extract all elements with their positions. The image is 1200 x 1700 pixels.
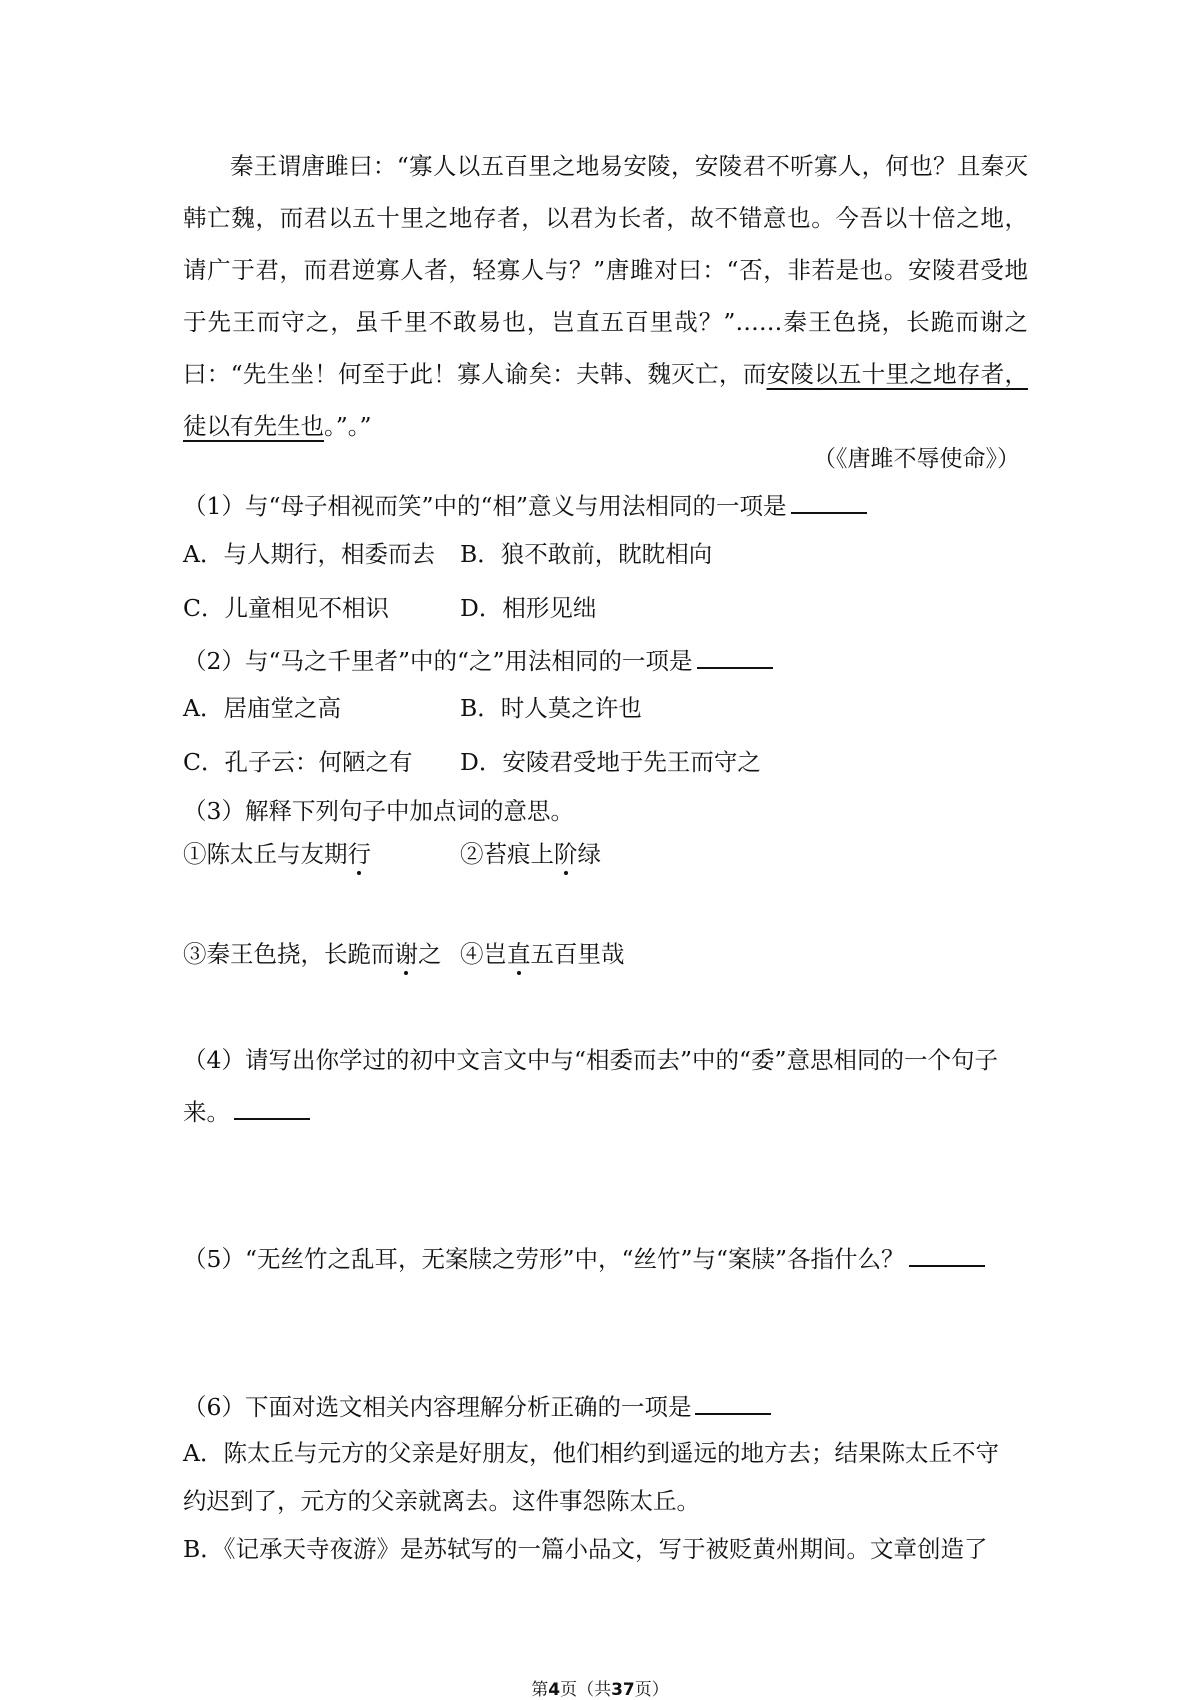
q4-line-2 [183, 1096, 310, 1126]
q3-item-2-text-end: 绿 [577, 840, 601, 868]
passage-text: 秦王谓唐雎曰：“寡人以五百里之地易安陵，安陵君不听寡人，何也？且秦灭韩亡魏，而君以五十里之地存者，以君为长者，故不错意也。今吾以十倍之地，请广于君，而君逆寡人者，轻寡人与？”唐雎对曰：“否，非若是也。安陵君受地于先王而守之，虽千里不敢易也，岂直五百里哉？”……秦王色挠，长跪而谢之曰：“先生坐！何至于此！寡人谕矣：夫韩、魏灭亡，而 [183, 152, 1028, 388]
q1-option-b: B．狼不敢前，眈眈相向 [460, 540, 713, 568]
q3-item-3-text: ③秦王色挠，长跪而 [183, 940, 395, 968]
footer-prefix: 第 [531, 1680, 549, 1700]
q4-answer-blank [234, 1096, 310, 1120]
q3-item-2-text: ②苔痕上 [460, 840, 554, 868]
q1-stem [183, 490, 867, 520]
q1-option-a: A．与人期行，相委而去 [183, 540, 435, 568]
q1-answer-blank [791, 490, 867, 514]
q6-stem-text: （6）下面对选文相关内容理解分析正确的一项是 [183, 1393, 692, 1421]
q3-item-1-dotted-word: 行 [347, 840, 371, 868]
q6-option-a-line-2: 约迟到了，元方的父亲就离去。这件事怨陈太丘。 [183, 1487, 700, 1515]
q3-item-2-dotted-word: 阶 [554, 840, 578, 868]
q6-answer-blank [695, 1391, 771, 1415]
q2-option-a: A．居庙堂之高 [183, 694, 341, 722]
q4-line-2-text: 来。 [183, 1098, 230, 1126]
q3-item-1 [183, 840, 371, 868]
page-footer [0, 1675, 1200, 1700]
q1-stem-text: （1）与“母子相视而笑”中的“相”意义与用法相同的一项是 [183, 492, 787, 520]
q2-option-b: B．时人莫之许也 [460, 694, 642, 722]
q3-stem: （3）解释下列句子中加点词的意思。 [183, 797, 574, 825]
q5-stem [183, 1243, 985, 1273]
q3-item-4 [460, 940, 625, 968]
q2-option-d: D．安陵君受地于先王而守之 [460, 748, 761, 776]
q3-item-4-text: ④岂 [460, 940, 507, 968]
q3-item-4-text-end: 五百里哉 [530, 940, 625, 968]
q3-item-2 [460, 840, 601, 868]
footer-suffix: 页） [634, 1680, 669, 1700]
q3-item-4-dotted-word: 直 [507, 940, 531, 968]
q1-option-c: C．儿童相见不相识 [183, 594, 389, 622]
q6-option-a-line-1: A．陈太丘与元方的父亲是好朋友，他们相约到遥远的地方去；结果陈太丘不守 [183, 1439, 999, 1467]
footer-total-pages: 37 [611, 1680, 635, 1700]
q3-item-1-text: ①陈太丘与友期 [183, 840, 348, 868]
q1-option-d: D．相形见绌 [460, 594, 597, 622]
passage-source: （《唐雎不辱使命》） [813, 446, 1020, 472]
passage-underlined-text: 安陵以五十里之地存者，徒以有先生也 [183, 360, 1029, 440]
footer-page-number: 4 [548, 1680, 561, 1700]
q6-option-b-line-1: B．《记承天寺夜游》是苏轼写的一篇小品文，写于被贬黄州期间。文章创造了 [183, 1535, 988, 1563]
q3-item-3 [183, 940, 442, 968]
q2-stem [183, 645, 773, 675]
q5-stem-text: （5）“无丝竹之乱耳，无案牍之劳形”中，“丝竹”与“案牍”各指什么？ [183, 1245, 905, 1273]
footer-middle: 页（共 [560, 1680, 612, 1700]
passage-text-end: 。”。” [324, 412, 372, 440]
q3-item-3-text-end: 之 [418, 940, 442, 968]
q3-item-3-dotted-word: 谢 [394, 940, 418, 968]
q2-answer-blank [697, 645, 773, 669]
passage-paragraph [183, 140, 1028, 452]
q5-answer-blank [909, 1243, 985, 1267]
q6-stem [183, 1391, 771, 1421]
q2-stem-text: （2）与“马之千里者”中的“之”用法相同的一项是 [183, 647, 693, 675]
q2-option-c: C．孔子云：何陋之有 [183, 748, 413, 776]
q4-line-1: （4）请写出你学过的初中文言文中与“相委而去”中的“委”意思相同的一个句子 [183, 1046, 999, 1074]
